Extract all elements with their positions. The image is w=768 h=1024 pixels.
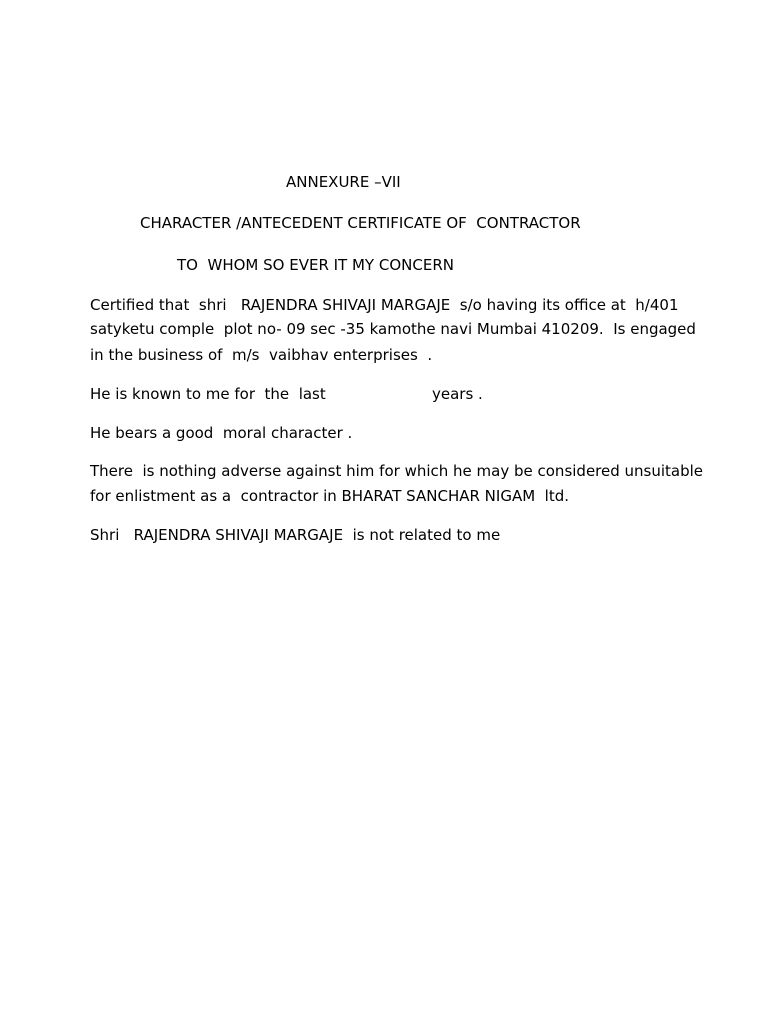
salutation: TO WHOM SO EVER IT MY CONCERN	[177, 256, 454, 274]
relation-statement: Shri RAJENDRA SHIVAJI MARGAJE is not related to me	[90, 526, 501, 544]
suitability-statement-line-1: There is nothing adverse against him for which he may be considered unsuitable	[90, 462, 704, 480]
certification-paragraph-line-3: in the business of m/s vaibhav enterprises .	[90, 346, 433, 364]
annexure-title: ANNEXURE –VII	[286, 173, 401, 191]
known-duration-text: He is known to me for the last	[90, 385, 326, 403]
character-statement: He bears a good moral character .	[90, 424, 353, 442]
certificate-title: CHARACTER /ANTECEDENT CERTIFICATE OF CONTRACTOR	[140, 214, 581, 232]
certification-paragraph-line-1: Certified that shri RAJENDRA SHIVAJI MARGAJE s/o having its office at h/401	[90, 296, 679, 314]
known-duration-unit: years .	[432, 385, 483, 403]
suitability-statement-line-2: for enlistment as a contractor in BHARAT SANCHAR NIGAM ltd.	[90, 487, 570, 505]
certification-paragraph-line-2: satyketu comple plot no- 09 sec -35 kamothe navi Mumbai 410209. Is engaged	[90, 320, 696, 338]
